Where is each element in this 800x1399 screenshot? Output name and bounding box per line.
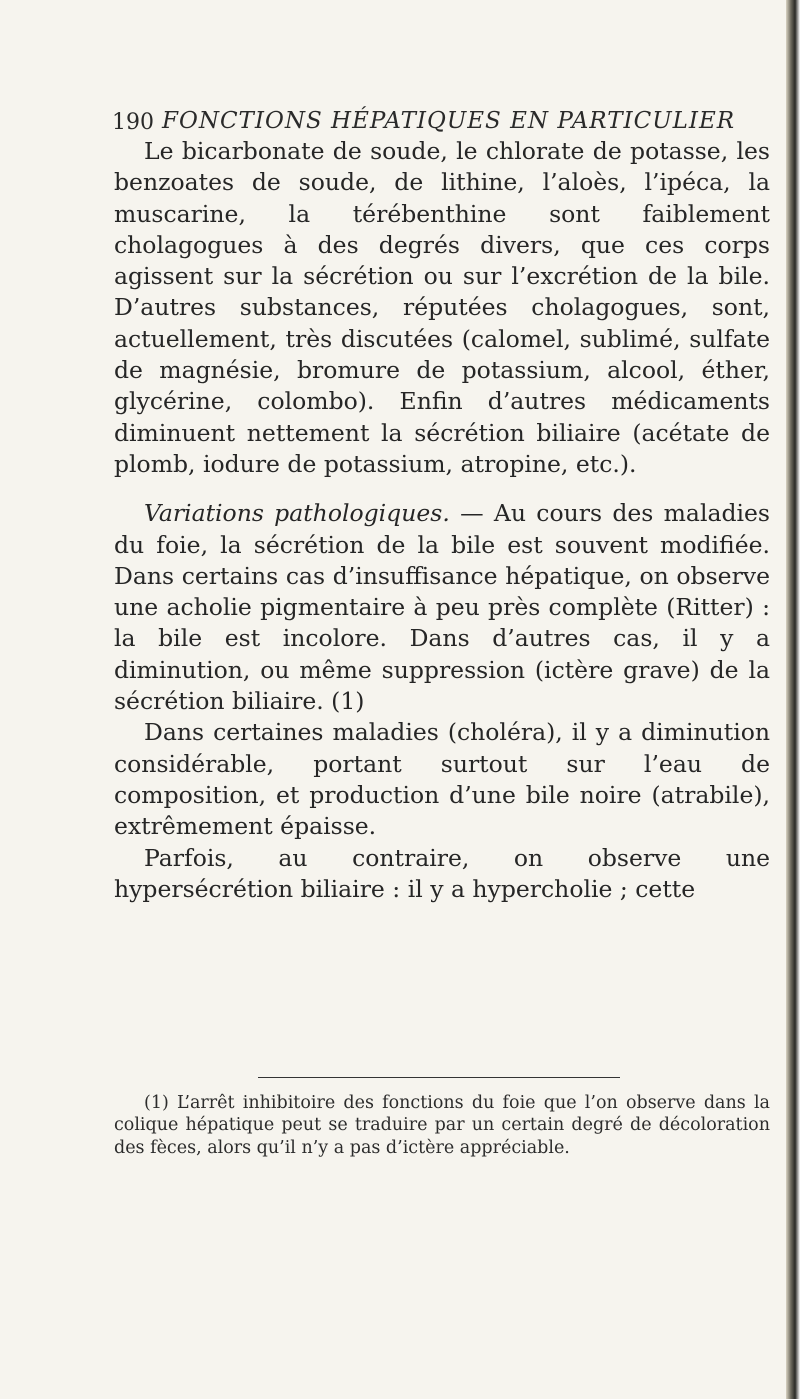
page-edge-shadow xyxy=(786,0,800,1399)
page-number: 190 xyxy=(112,110,154,135)
paragraph-text: Parfois, au contraire, on observe une hypersécrétion biliaire : il y a hypercholie ; cette xyxy=(114,843,770,903)
footnote xyxy=(114,1092,770,1159)
paragraph-variations xyxy=(114,498,770,717)
paragraph-hypersecretion xyxy=(114,843,770,906)
main-text xyxy=(114,136,770,905)
footnote-divider xyxy=(258,1077,620,1078)
section-title: Variations pathologiques. xyxy=(144,499,450,528)
paragraph-text: Dans certaines maladies (choléra), il y a diminution considérable, portant surtout sur l’eau de composition, et production d’une bile noire (atrabile), extrêmement épaisse. xyxy=(114,718,770,841)
paragraph-cholera xyxy=(114,717,770,842)
running-title: FONCTIONS HÉPATIQUES EN PARTICULIER xyxy=(162,108,736,134)
paragraph-text: — Au cours des maladies du foie, la sécrétion de la bile est souvent modifiée. Dans certains cas d’insuffisance hépatique, on observe une acholie pigmentaire à peu près complète (Ritter) : la bile est incolore. Dans d’autres cas, il y a diminution, ou même suppression (ictère grave) de la sécrétion biliaire. (1) xyxy=(114,499,770,716)
paragraph-cholagogues xyxy=(114,136,770,480)
paragraph-text: Le bicarbonate de soude, le chlorate de potasse, les benzoates de soude, de lithine, l’aloès, l’ipéca, la muscarine, la térébenthine sont faiblement cholagogues à des degrés divers, que ces corps agissent sur la sécrétion ou sur l’excrétion de la bile. D’autres substances, réputées cholagogues, sont, actuellement, très discutées (calomel, sublimé, sulfate de magnésie, bromure de potassium, alcool, éther, glycérine, colombo). Enfin d’autres médicaments diminuent nettement la sécrétion biliaire (acétate de plomb, iodure de potassium, atropine, etc.). xyxy=(114,137,770,478)
footnote-text: (1) L’arrêt inhibitoire des fonctions du foie que l’on observe dans la colique hépatique peut se traduire par un certain degré de décoloration des fèces, alors qu’il n’y a pas d’ictère appréciable. xyxy=(114,1093,770,1158)
